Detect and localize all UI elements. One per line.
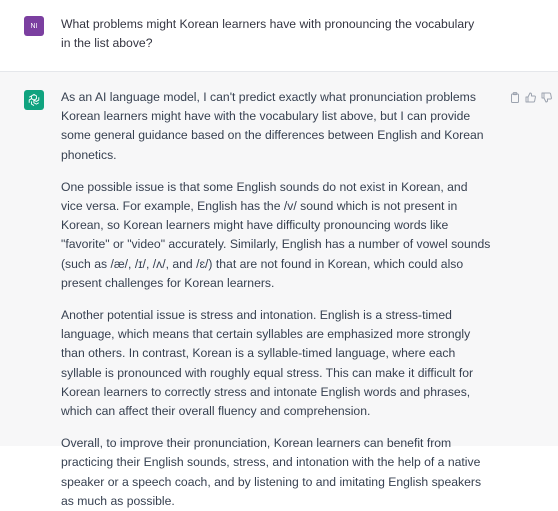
paragraph-4: Overall, to improve their pronunciation, Korean learners can benefit from practicing their English sounds, stress, and intonation with the help of a native speaker or a speech coach, and by listening to and imitating English speakers as much as possible. xyxy=(61,436,482,508)
user-message xyxy=(0,0,558,72)
paragraph-2: One possible issue is that some English sounds do not exist in Korean, and vice versa. For example, English has the /v/ sound which is not present in Korean, so Korean learners might have difficulty pronouncing words like "favorite" or "video" accurately. Similarly, English has a number of vowel sounds (such as /æ/, /ɪ/, /ʌ/, and /ɛ/) that are not found in Korean, which could also present challenges for Korean learners. xyxy=(61,179,491,290)
assistant-message xyxy=(0,72,558,508)
thumbs-down-icon xyxy=(541,92,552,103)
copy-icon xyxy=(510,92,520,103)
copy-button[interactable] xyxy=(509,92,520,103)
thumbs-up-button[interactable] xyxy=(525,92,536,103)
thumbs-down-button[interactable] xyxy=(541,92,552,103)
paragraph-3: Another potential issue is stress and intonation. English is a stress-timed language, which means that certain syllables are emphasized more strongly than others. In contrast, Korean is a syllable-timed language, where each syllable is pronounced with roughly equal stress. This can make it difficult for Korean learners to correctly stress and intonate English words and phrases, which can affect their overall fluency and comprehension. xyxy=(61,308,474,419)
message-actions xyxy=(509,92,552,103)
user-message-text: What problems might Korean learners have with pronouncing the vocabulary in the list above? xyxy=(61,17,475,50)
user-avatar: NI xyxy=(24,16,44,36)
openai-logo-icon xyxy=(24,90,44,110)
assistant-message-text xyxy=(61,88,491,508)
thumbs-up-icon xyxy=(525,92,536,103)
paragraph-1: As an AI language model, I can't predict exactly what pronunciation problems Korean learners might have with the vocabulary list above, but I can provide some general guidance based on the differences between English and Korean phonetics. xyxy=(61,90,484,162)
